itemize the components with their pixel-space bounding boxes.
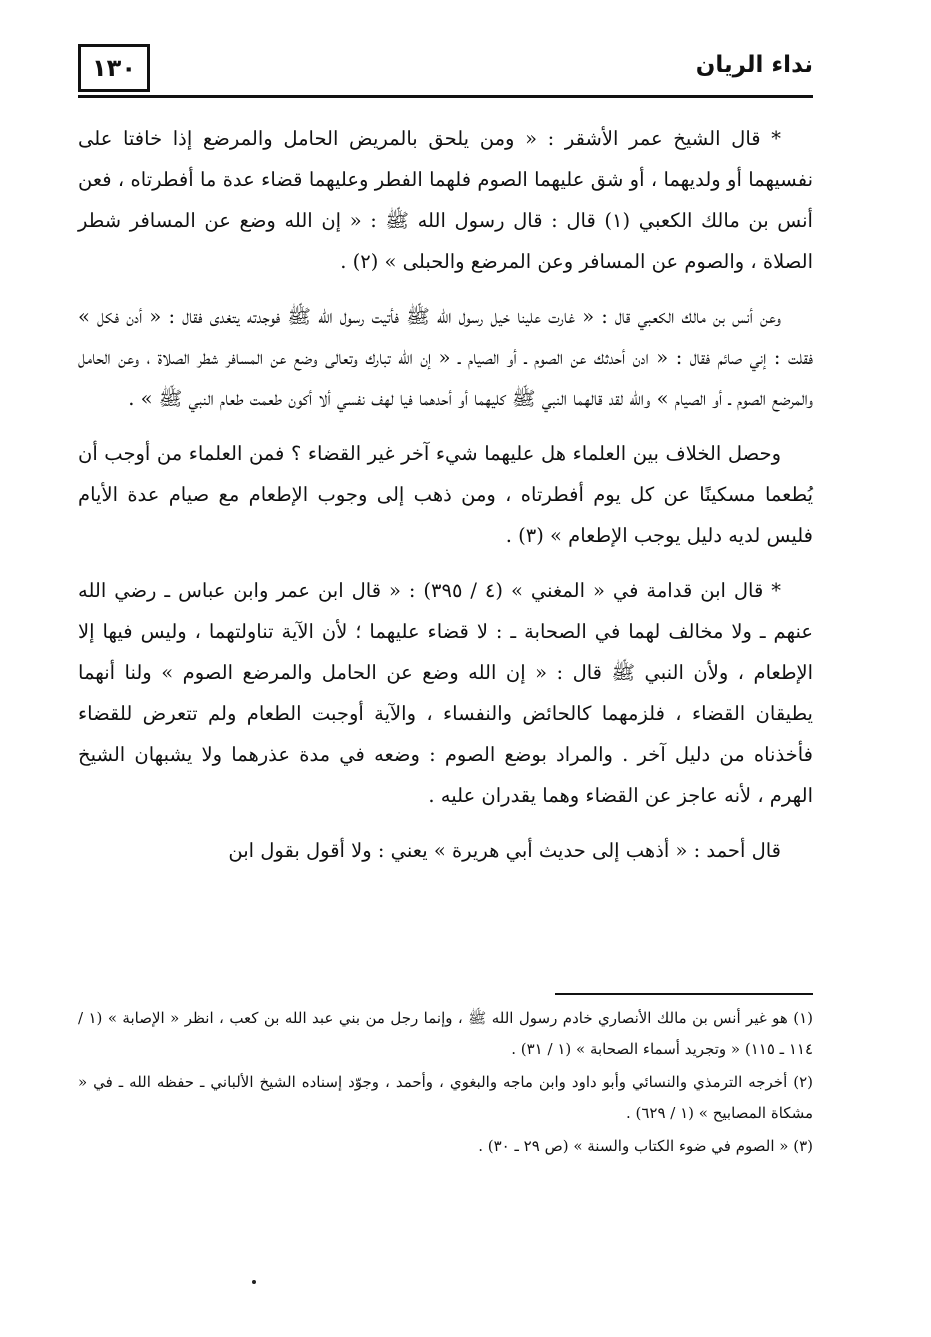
header-rule <box>78 95 813 98</box>
footnote: (١) هو غير أنس بن مالك الأنصاري خادم رسول الله ﷺ ، وإنما رجل من بني عبد الله بن كعب ، انظر « الإصابة » (١ / ١١٤ ـ ١١٥) « وتجريد أسماء الصحابة » (١ / ٣١) . <box>78 1009 813 1058</box>
page-number: ١٣٠ <box>78 44 150 92</box>
paragraph: * قال الشيخ عمر الأشقر : « ومن يلحق بالمريض الحامل والمرضع إذا خافتا على نفسيهما أو ولديهما ، أو شق عليهما الصوم فلهما الفطر وعليهما قضاء عدة ما أفطرتاه ، فعن أنس بن مالك الكعبي (١) قال : قال رسول الله ﷺ : « إن الله وضع عن المسافر شطر الصلاة ، والصوم عن المسافر وعن المرضع والحبلى » (٢) . <box>78 127 813 273</box>
body-text <box>78 118 813 885</box>
paragraph: * قال ابن قدامة في « المغني » (٤ / ٣٩٥) : « قال ابن عمر وابن عباس ـ رضي الله عنهم ـ ولا مخالف لهما في الصحابة ـ : لا قضاء عليهما ؛ لأن الآية تناولتهما ، وليس فيها إلا الإطعام ، ولأن النبي ﷺ قال : « إن الله وضع عن الحامل والمرضع الصوم » ولنا أنهما يطيقان القضاء ، فلزمهما كالحائض والنفساء ، والآية أوجبت الطعام ولم تتعرض للقضاء فأخذناه من دليل آخر . والمراد بوضع الصوم : وضعه في مدة عذرهما ولا يشبهان الشيخ الهرم ، لأنه عاجز عن القضاء وهما يقدران عليه . <box>78 579 813 807</box>
paragraph: قال أحمد : « أذهب إلى حديث أبي هريرة » يعني : ولا أقول بقول ابن <box>228 839 781 862</box>
paragraph: وعن أنس بن مالك الكعبي قال : « غارت علينا خيل رسول الله ﷺ فأتيت رسول الله ﷺ فوجدته يتغدى فقال : « أدن فكل » فقلت : إني صائم فقال : « ادن أحدثك عن الصوم ـ أو الصيام ـ « إن الله تبارك وتعالى وضع عن المسافر شطر الصلاة ، وعن الحامل والمرضع الصوم ـ أو الصيام » والله لقد قالهما النبي ﷺ كليهما أو أحدهما فيا لهف نفسي ألا أكون طعمت طعام النبي ﷺ » . <box>78 305 813 410</box>
footnote: (٢) أخرجه الترمذي والنسائي وأبو داود وابن ماجه والبغوي ، وأحمد ، وجوّد إسناده الشيخ الألباني ـ حفظه الله ـ في « مشكاة المصابيح » (١ / ٦٢٩) . <box>78 1073 813 1122</box>
paragraph: وحصل الخلاف بين العلماء هل عليهما شيء آخر غير القضاء ؟ فمن العلماء من أوجب أن يُطعما مسكينًا عن كل يوم أفطرتاه ، ومن ذهب إلى وجوب الإطعام مع صيام عدة الأيام فليس لديه دليل يوجب الإطعام » (٣) . <box>78 442 814 547</box>
book-title: نداء الريان <box>695 52 813 78</box>
footnotes <box>78 1003 813 1164</box>
scan-dot <box>252 1280 256 1284</box>
footnote: (٣) « الصوم في ضوء الكتاب والسنة » (ص ٢٩ ـ ٣٠) . <box>478 1137 813 1155</box>
page-header <box>78 44 813 98</box>
footnote-separator <box>555 993 813 995</box>
